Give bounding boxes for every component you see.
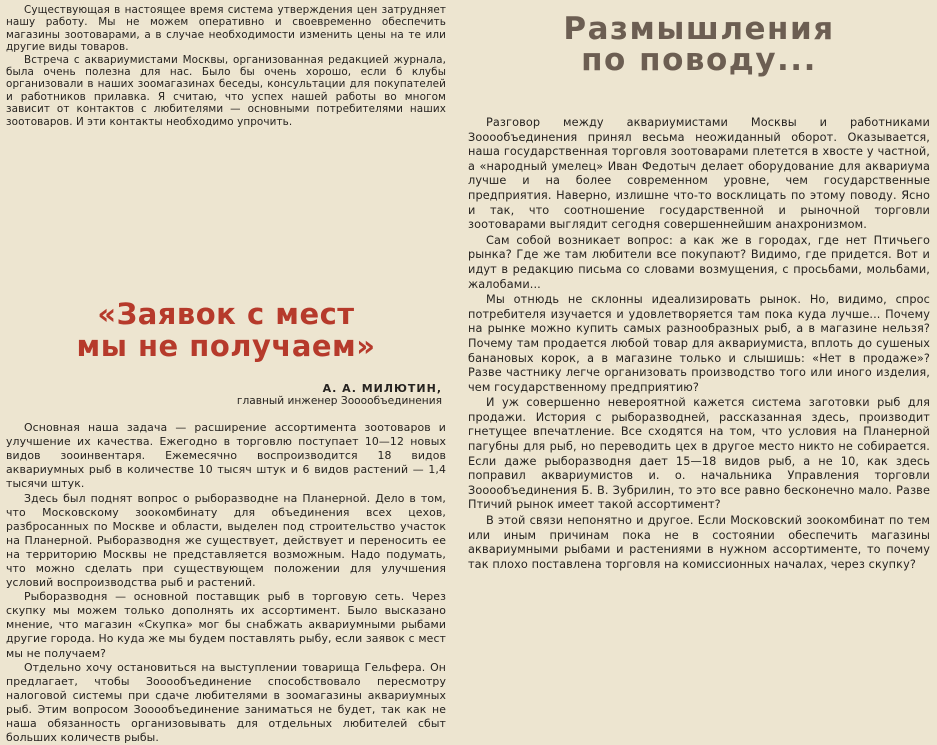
intro-paragraph: Существующая в настоящее время система утверждения цен затрудняет нашу работу. Мы не можем оперативно и своевременно обеспечить магазины зоотоварами, а в случае необходимости изменить цены на те или другие виды товаров. [6, 4, 446, 54]
article-title-line: по поводу... [581, 42, 817, 78]
article-body-right [468, 116, 930, 572]
body-paragraph: Отдельно хочу остановиться на выступлении товарища Гельфера. Он предлагает, чтобы Зооообъединение способствовало пересмотру налоговой системы при сдаче любителями в зоомагазины аквариумных рыб. Этим вопросом Зооообъединение заниматься не будет, так как не наша обязанность организовывать для отдельных любителей сбыт больших количеств рыбы. [6, 660, 446, 745]
article-title-line: Размышления [563, 11, 835, 47]
article-title-right [468, 11, 930, 78]
body-paragraph: Сам собой возникает вопрос: а как же в городах, где нет Птичьего рынка? Где же там любители все покупают? Видимо, где придется. Вот и идут в редакцию письма со словами возмущения, с просьбами, мольбами, жалобами... [468, 233, 930, 291]
byline [6, 382, 446, 407]
article-body-left [6, 421, 446, 745]
body-paragraph: Мы отнюдь не склонны идеализировать рынок. Но, видимо, спрос потребителя изучается и удовлетворяется там пока куда лучше... Почему на рынке можно купить самых разнообразных рыб, а в магазине нельзя? Почему там продается любой товар для аквариумиста, вплоть до сушеных банановых корок, а в магазине только и слышишь: «Нет в продаже»? Разве частнику легче организовать производство того или иного изделия, чем государственному предприятию? [468, 293, 930, 394]
left-column [6, 4, 446, 745]
body-paragraph: В этой связи непонятно и другое. Если Московский зоокомбинат по тем или иным причинам пока не в состоянии обеспечить магазины аквариумными рыбами и растениями в нужном ассортименте, то почему так плохо поставлена торговля на комиссионных началах, через скупку? [468, 514, 930, 571]
body-paragraph: Здесь был поднят вопрос о рыборазводне на Планерной. Дело в том, что Московскому зоокомбинату для объединения всех цехов, разбросанных по Москве и области, выделен под строительство участок на Планерной. Рыборазводня же существует, действует и переносить ее на территорию Москвы не представляется возможным. Надо подумать, что можно сделать при существующем положении для улучшения условий воспроизводства рыб и растений. [6, 491, 446, 590]
body-paragraph: Основная наша задача — расширение ассортимента зоотоваров и улучшение их качества. Ежегодно в торговлю поступает 10—12 новых видов зооинвентаря. Ежемесячно воспроизводится 18 видов аквариумных рыб в количестве 10 тысяч штук и 6 видов растений — 1,4 тысячи штук. [6, 421, 446, 491]
body-paragraph: Разговор между аквариумистами Москвы и работниками Зооообъединения принял весьма неожиданный оборот. Оказывается, наша государственная торговля зоотоварами плетется в хвосте у частной, а «народный умелец» Иван Федотыч делает оборудование для аквариума лучше и на более современном уровне, чем государственные предприятия. Наверно, излишне что-то восклицать по этому поводу. Ясно и так, что соотношение государственной и рыночной торговли зоотоварами выглядит сегодня совершеннейшим анахронизмом. [468, 116, 930, 232]
intro-paragraph: Встреча с аквариумистами Москвы, организованная редакцией журнала, была очень полезна для нас. Было бы очень хорошо, если б клубы организовали в наших зоомагазинах беседы, консультации для покупателей и работников прилавка. Я считаю, что успех нашей работы во многом зависит от контактов с любителями — основными потребителями наших зоотоваров. И эти контакты необходимо упрочить. [6, 53, 446, 128]
article-title-left [6, 298, 446, 362]
article-title-line: «Заявок с мест [97, 297, 355, 332]
body-paragraph: И уж совершенно невероятной кажется система заготовки рыб для продажи. История с рыборазводней, рассказанная здесь, производит гнетущее впечатление. Все сходятся на том, что условия на Планерной пагубны для рыб, но переводить цех в другое место никто не собирается. Если даже рыборазводня дает 15—18 видов рыб, а не 10, как здесь поправил аквариумистов и. о. начальника Управления торговли Зооообъединения Б. В. Зубрилин, то это все равно бесконечно мало. Разве Птичий рынок имеет такой ассортимент? [468, 396, 930, 512]
article-title-line: мы не получаем» [76, 329, 376, 364]
body-paragraph: Рыборазводня — основной поставщик рыб в торговую сеть. Через скупку мы можем только дополнять их ассортимент. Было высказано мнение, что магазин «Скупка» мог бы снабжать аквариумными рыбами другие города. Но куда же мы будем поставлять рыбу, если заявок с мест мы не получаем? [6, 590, 446, 660]
right-column [468, 4, 930, 653]
author-role: главный инженер Зооообъединения [236, 395, 442, 408]
author-name: А. А. МИЛЮТИН, [322, 382, 442, 396]
